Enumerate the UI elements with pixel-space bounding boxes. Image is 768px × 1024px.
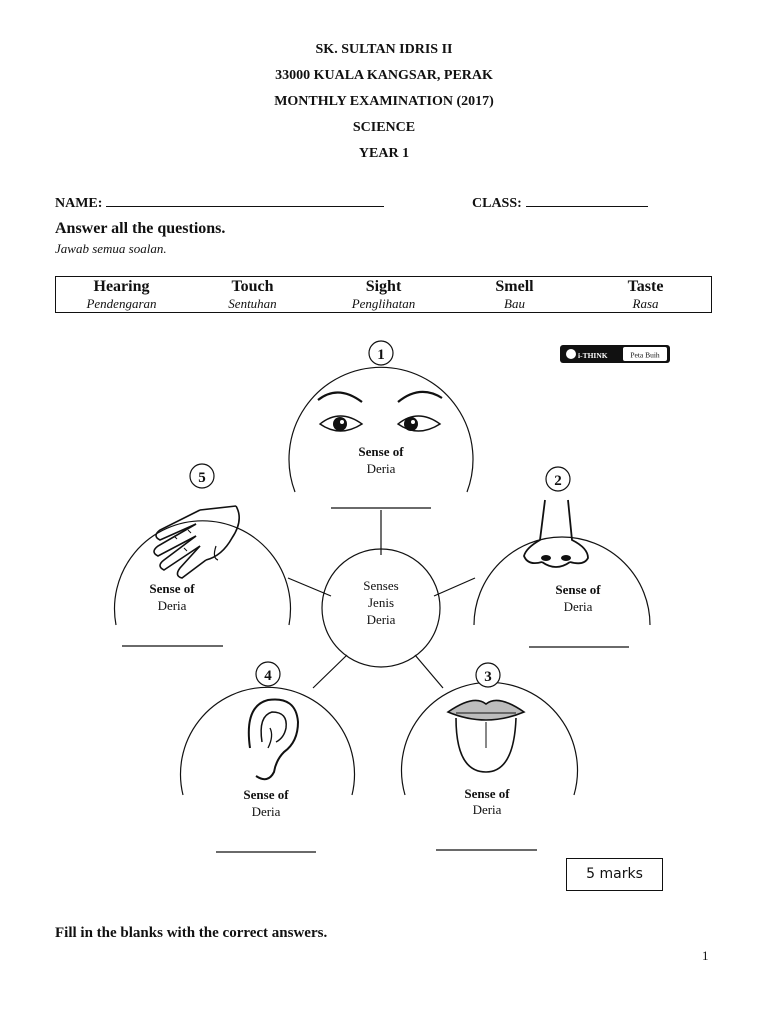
bubble-number: 1	[377, 347, 385, 363]
instruction-malay: Jawab semua soalan.	[55, 241, 167, 256]
eyes-icon	[318, 392, 442, 431]
bubble-3	[402, 663, 578, 850]
class-label: CLASS:	[472, 196, 522, 211]
sense-label-en: Sense of	[243, 787, 289, 802]
ithink-map-name: Peta Buih	[630, 350, 660, 360]
bubble-4	[181, 662, 355, 852]
bubble-5	[115, 464, 291, 646]
bubble-2	[474, 467, 650, 647]
tongue-icon	[448, 700, 524, 772]
ithink-brand: i-THINK	[578, 351, 608, 360]
center-line-2: Jenis	[368, 595, 394, 610]
word-ms: Penglihatan	[351, 296, 416, 311]
sense-label-en: Sense of	[149, 581, 195, 596]
page-number: 1	[702, 948, 709, 963]
hand-icon	[154, 506, 239, 578]
name-label: NAME:	[55, 196, 103, 211]
word-en: Touch	[231, 278, 274, 295]
bubble-1	[289, 341, 473, 508]
fill-in-instruction: Fill in the blanks with the correct answers.	[55, 925, 328, 941]
sense-label-en: Sense of	[464, 786, 510, 801]
word-ms: Pendengaran	[86, 296, 157, 311]
sense-label-ms: Deria	[472, 802, 502, 817]
bubble-number: 5	[198, 470, 206, 486]
bubble-number: 4	[264, 668, 272, 684]
school-address: 33000 KUALA KANGSAR, PERAK	[275, 68, 493, 83]
lightbulb-icon	[566, 349, 576, 359]
sense-label-ms: Deria	[251, 804, 281, 819]
nose-icon	[524, 500, 588, 567]
word-en: Smell	[495, 278, 534, 295]
ear-icon	[249, 699, 298, 779]
exam-title: MONTHLY EXAMINATION (2017)	[274, 94, 494, 109]
word-ms: Sentuhan	[228, 296, 277, 311]
center-bubble	[322, 549, 440, 667]
center-line-3: Deria	[366, 612, 396, 627]
marks-box: 5 marks	[566, 858, 663, 891]
instruction-english: Answer all the questions.	[55, 220, 226, 237]
bubble-number: 2	[554, 473, 562, 489]
sense-label-ms: Deria	[157, 598, 187, 613]
sense-label-en: Sense of	[555, 582, 601, 597]
word-en: Taste	[627, 278, 664, 295]
sense-label-ms: Deria	[563, 599, 593, 614]
word-en: Hearing	[93, 278, 150, 295]
sense-label-ms: Deria	[366, 461, 396, 476]
center-line-1: Senses	[363, 578, 399, 593]
word-ms: Bau	[504, 296, 525, 311]
bubble-number: 3	[484, 669, 492, 685]
word-en: Sight	[365, 278, 402, 295]
school-name: SK. SULTAN IDRIS II	[315, 42, 453, 57]
ithink-badge	[560, 345, 670, 363]
word-ms: Rasa	[632, 296, 659, 311]
sense-label-en: Sense of	[358, 444, 404, 459]
year-title: YEAR 1	[358, 146, 410, 161]
subject-title: SCIENCE	[352, 120, 416, 135]
